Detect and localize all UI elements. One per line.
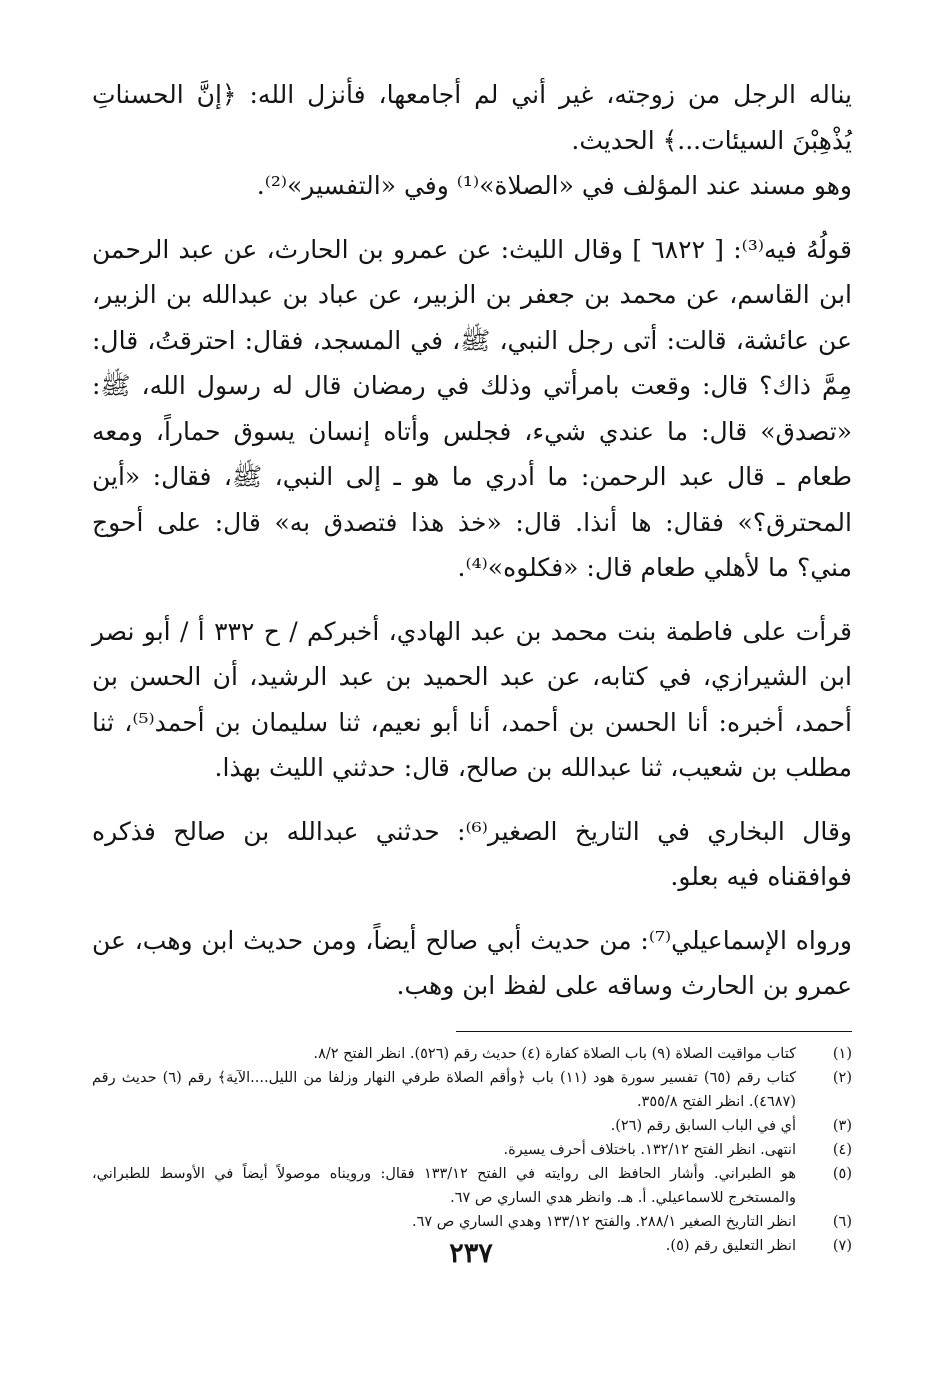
footnote-number: (١) bbox=[832, 1045, 852, 1062]
paragraph: ورواه الإسماعيلي⁽⁷⁾: من حديث أبي صالح أيضاً، ومن حديث ابن وهب، عن عمرو بن الحارث وساقه على لفظ ابن وهب. bbox=[92, 925, 852, 1000]
paragraph: وقال البخاري في التاريخ الصغير⁽⁶⁾: حدثني عبدالله بن صالح فذكره فوافقناه فيه بعلو. bbox=[92, 816, 852, 891]
footnote bbox=[92, 1042, 852, 1066]
footnote-number: (٣) bbox=[832, 1117, 852, 1134]
footnote bbox=[92, 1138, 852, 1162]
footnote-text: كتاب مواقيت الصلاة (٩) باب الصلاة كفارة (٤) حديث رقم (٥٢٦). انظر الفتح ٨/٢. bbox=[313, 1045, 796, 1062]
footnote-number: (٤) bbox=[832, 1141, 852, 1158]
footnote bbox=[92, 1114, 852, 1138]
footnote bbox=[92, 1210, 852, 1234]
page-number: ٢٣٧ bbox=[449, 1238, 493, 1269]
footnote-number: (٧) bbox=[832, 1237, 852, 1254]
footnote-text: انظر التاريخ الصغير ٢٨٨/١. والفتح ١٣٣/١٢ وهدي الساري ص ٦٧. bbox=[412, 1213, 796, 1230]
footnotes bbox=[92, 1042, 852, 1258]
footnote-number: (٦) bbox=[832, 1213, 852, 1230]
footnote bbox=[92, 1162, 852, 1210]
footnote-text: انظر التعليق رقم (٥). bbox=[665, 1237, 796, 1254]
paragraph: يناله الرجل من زوجته، غير أني لم أجامعها، فأنزل الله: ﴿إنَّ الحسناتِ يُذْهِبْنَ السيئات...﴾ الحديث. bbox=[92, 80, 852, 155]
footnote-divider bbox=[456, 1031, 852, 1032]
footnote-text: هو الطبراني. وأشار الحافظ الى روايته في الفتح ١٣٣/١٢ فقال: ورويناه موصولاً أيضاً في الأوسط للطبراني، والمستخرج للاسماعيلي. أ. هـ. وانظر هدي الساري ص ٦٧. bbox=[92, 1165, 796, 1206]
footnote-number: (٥) bbox=[832, 1165, 852, 1182]
footnote-text: أي في الباب السابق رقم (٢٦). bbox=[610, 1117, 796, 1134]
footnote bbox=[92, 1066, 852, 1114]
paragraph: قولُهُ فيه⁽³⁾: [ ٦٨٢٢ ] وقال الليث: عن عمرو بن الحارث، عن عبد الرحمن ابن القاسم، عن محمد بن جعفر بن الزبير، عن عباد بن عبدالله بن الزبير، عن عائشة، قالت: أتى رجل النبي، ﷺ، في المسجد، فقال: احترقتُ، قال: مِمَّ ذاك؟ قال: وقعت بامرأتي وذلك في رمضان قال له رسول الله، ﷺ: «تصدق» قال: ما عندي شيء، فجلس وأتاه إنسان يسوق حماراً، ومعه طعام ـ قال عبد الرحمن: ما أدري ما هو ـ إلى النبي، ﷺ، فقال: «أين المحترق؟» فقال: ها أنذا. قال: «خذ هذا فتصدق به» قال: على أحوج مني؟ ما لأهلي طعام قال: «فكلوه»⁽⁴⁾. bbox=[92, 234, 853, 582]
main-text bbox=[92, 72, 852, 1009]
paragraph: قرأت على فاطمة بنت محمد بن عبد الهادي، أخبركم / ح ٣٣٢ أ / أبو نصر ابن الشيرازي، في كتابه، عن عبد الحميد بن عبد الرشيد، أن الحسن بن أحمد، أخبره: أنا الحسن بن أحمد، أنا أبو نعيم، ثنا سليمان بن أحمد⁽⁵⁾، ثنا مطلب بن شعيب، ثنا عبدالله بن صالح، قال: حدثني الليث بهذا. bbox=[92, 616, 853, 782]
footnote-text: انتهى. انظر الفتح ١٣٢/١٢. باختلاف أحرف يسيرة. bbox=[503, 1141, 796, 1158]
page-content bbox=[92, 72, 852, 1258]
paragraph: وهو مسند عند المؤلف في «الصلاة»⁽¹⁾ وفي «التفسير»⁽²⁾. bbox=[256, 171, 852, 200]
footnote-text: كتاب رقم (٦٥) تفسير سورة هود (١١) باب ﴿وأقم الصلاة طرفي النهار وزلفا من الليل....الآية﴾ رقم (٦) حديث رقم (٤٦٨٧). انظر الفتح ٣٥٥/٨. bbox=[92, 1069, 796, 1110]
footnote-number: (٢) bbox=[832, 1069, 852, 1086]
